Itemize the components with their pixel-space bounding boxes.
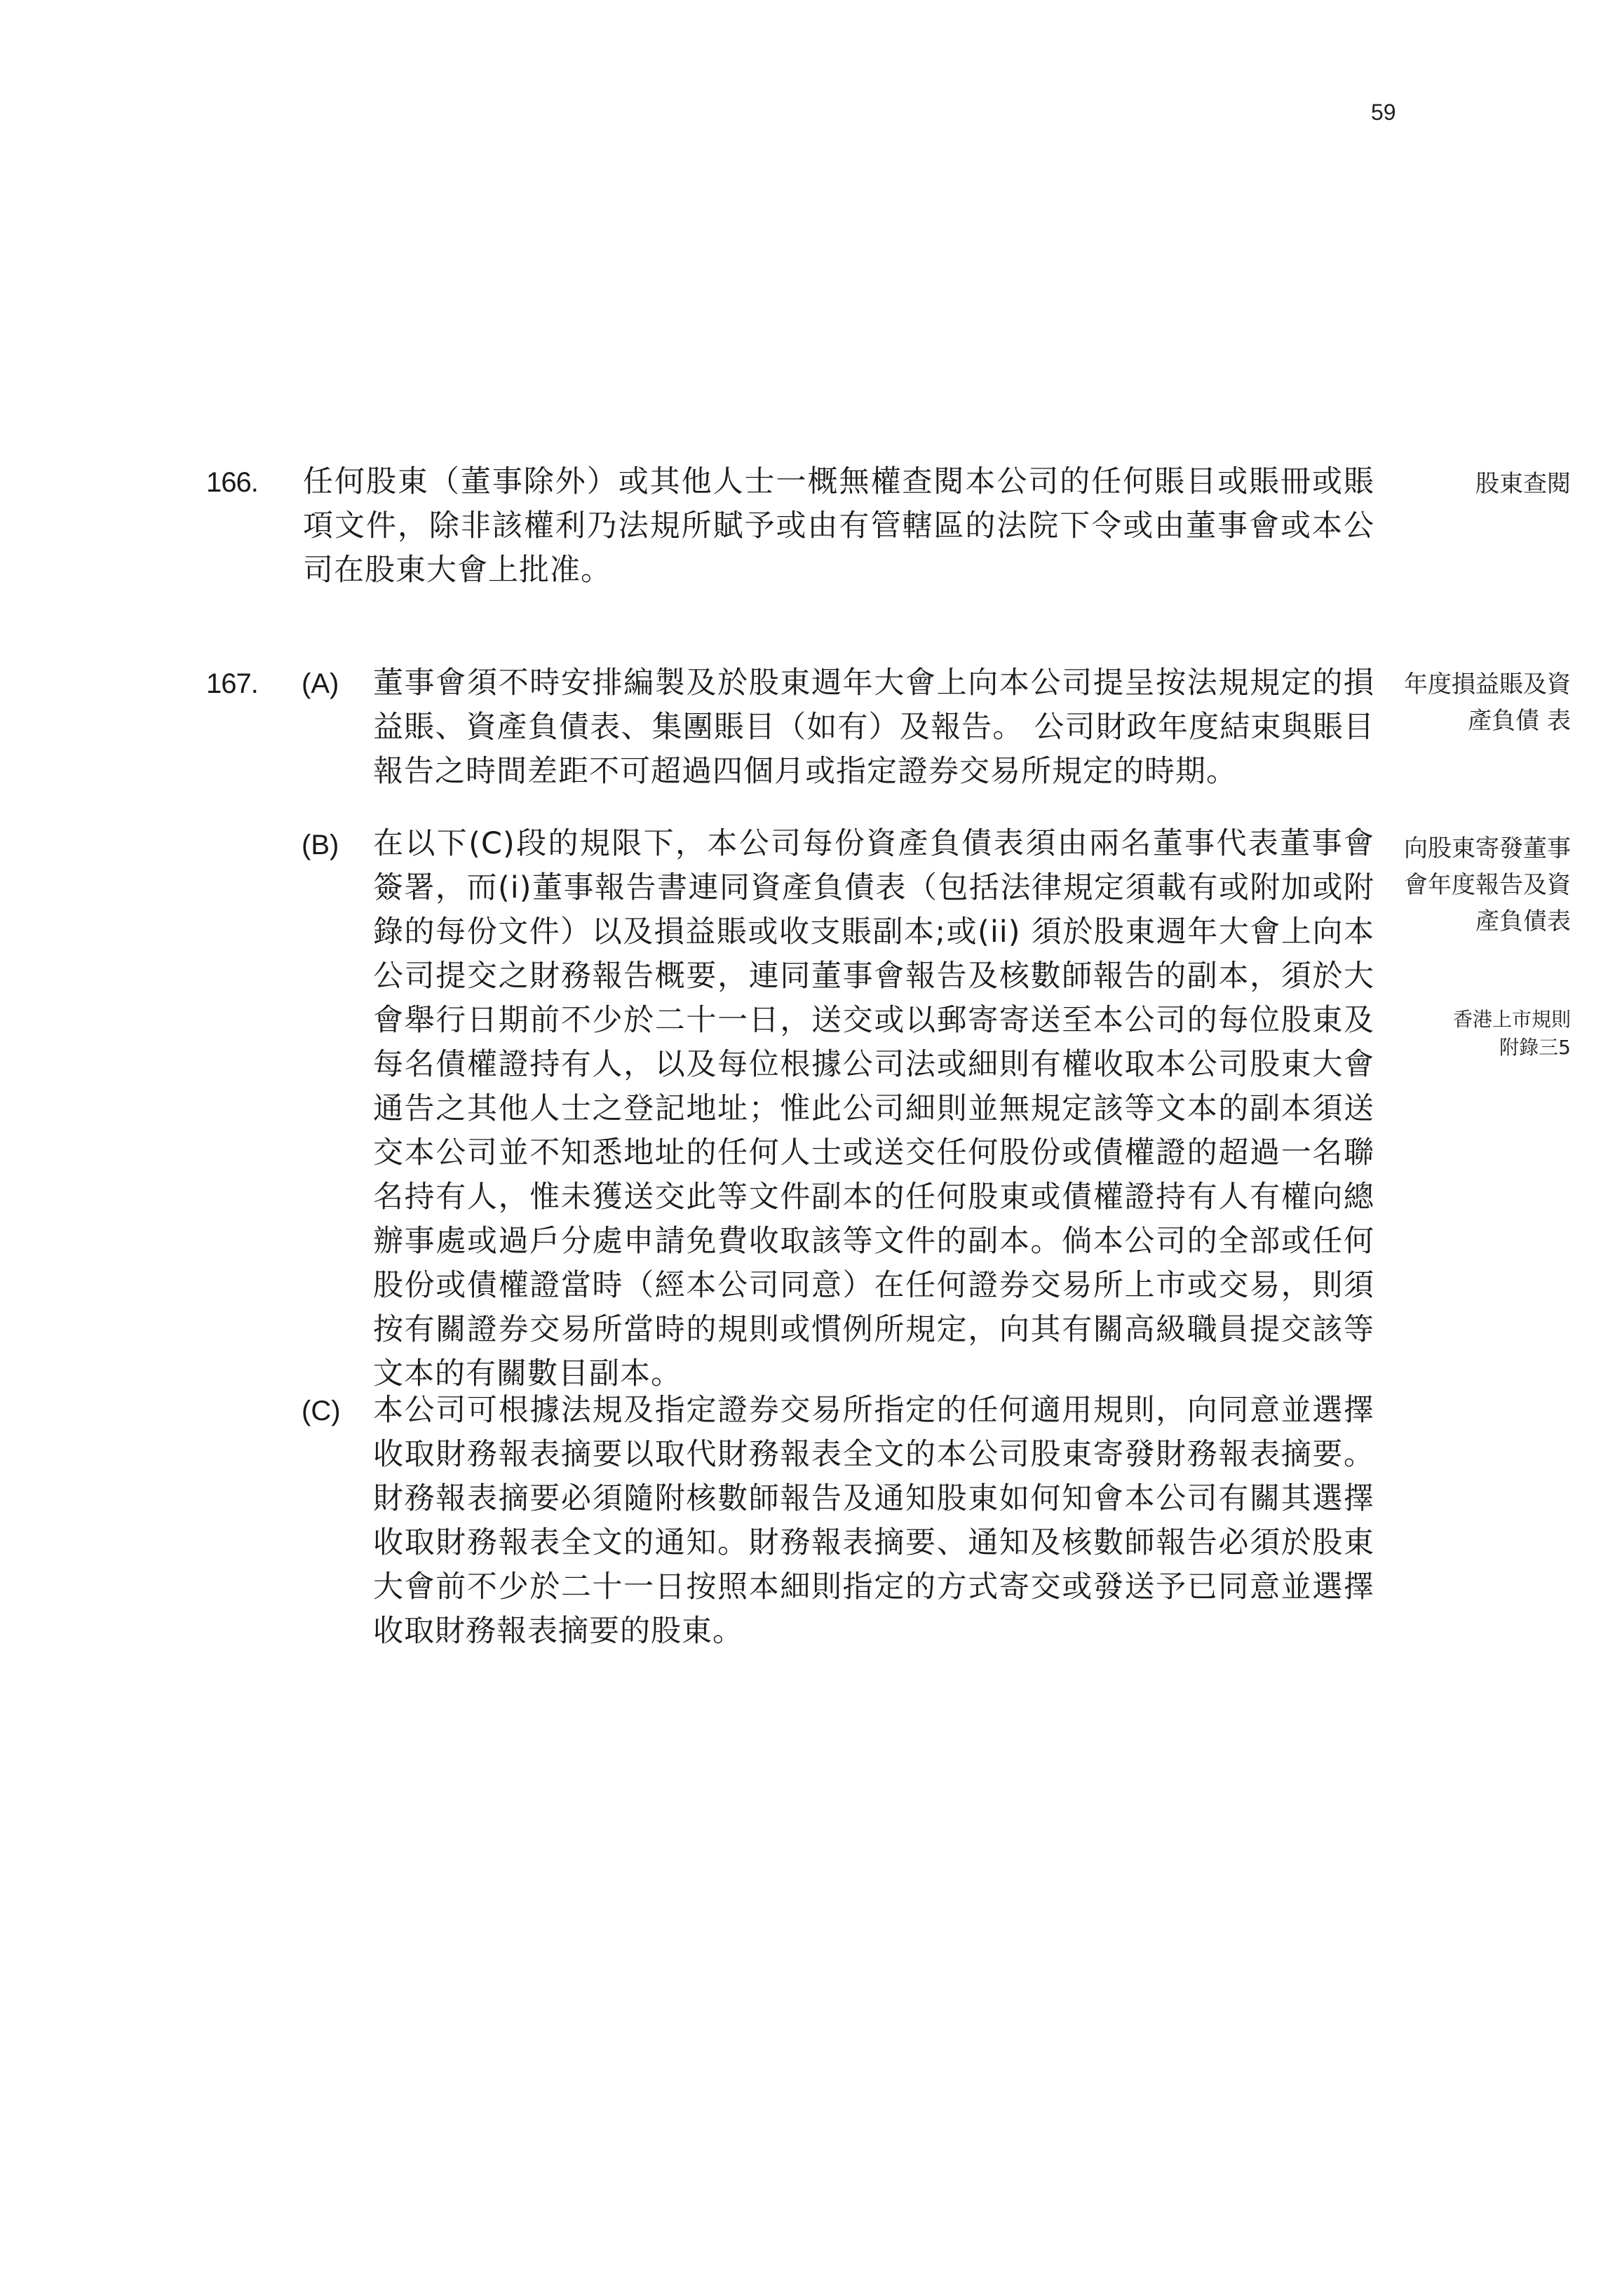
article-text: 任何股東（董事除外）或其他人士一概無權查閱本公司的任何賬目或賬冊或賬項文件，除非該權利乃法規所賦予或由有管轄區的法院下令或由董事會或本公司在股東大會上批准。	[303, 464, 1374, 588]
subsection-text: 本公司可根據法規及指定證券交易所指定的任何適用規則，向同意並選擇收取財務報表摘要以取代財務報表全文的本公司股東寄發財務報表摘要。財務報表摘要必須隨附核數師報告及通知股東如何知會本公司有關其選擇收取財務報表全文的通知。財務報表摘要、通知及核數師報告必須於股東大會前不少於二十一日按照本細則指定的方式寄交或發送予已同意並選擇收取財務報表摘要的股東。	[373, 1393, 1374, 1649]
subsection-label: (C)	[302, 1396, 341, 1426]
article-number: 167.	[206, 668, 258, 699]
subsection-text: 董事會須不時安排編製及於股東週年大會上向本公司提呈按法規規定的損益賬、資產負債表、集團賬目（如有）及報告。 公司財政年度結束與賬目報告之時間差距不可超過四個月或指定證券交易所規定的時期。	[373, 666, 1374, 789]
margin-note: 向股東寄發董事會年度報告及資產負債表	[1404, 835, 1571, 936]
margin-ref-line: 附錄三5	[1499, 1036, 1571, 1059]
subsection-label: (A)	[302, 668, 339, 699]
article-number: 166.	[206, 467, 258, 498]
subsection-label: (B)	[302, 830, 339, 860]
margin-reference	[1395, 1006, 1571, 1062]
margin-ref-line: 香港上市規則	[1452, 1008, 1571, 1031]
page-number: 59	[1371, 100, 1396, 125]
subsection-text: 在以下(C)段的規限下，本公司每份資產負債表須由兩名董事代表董事會簽署，而(i)董事報告書連同資產負債表（包括法律規定須載有或附加或附錄的每份文件）以及損益賬或收支賬副本;或(ii) 須於股東週年大會上向本公司提交之財務報告概要，連同董事會報告及核數師報告的副本，須於大會舉行日期前不少於二十一日，送交或以郵寄寄送至本公司的每位股東及每名債權證持有人，以及每位根據公司法或細則有權收取本公司股東大會通告之其他人士之登記地址；惟此公司細則並無規定該等文本的副本須送交本公司並不知悉地址的任何人士或送交任何股份或債權證的超過一名聯名持有人，惟未獲送交此等文件副本的任何股東或債權證持有人有權向總辦事處或過戶分處申請免費收取該等文件的副本。倘本公司的全部或任何股份或債權證當時（經本公司同意）在任何證券交易所上市或交易，則須按有關證券交易所當時的規則或慣例所規定，向其有關高級職員提交該等文本的有關數目副本。	[373, 826, 1374, 1391]
margin-note: 股東查閱	[1475, 470, 1571, 498]
margin-note: 年度損益賬及資產負債 表	[1404, 670, 1571, 735]
